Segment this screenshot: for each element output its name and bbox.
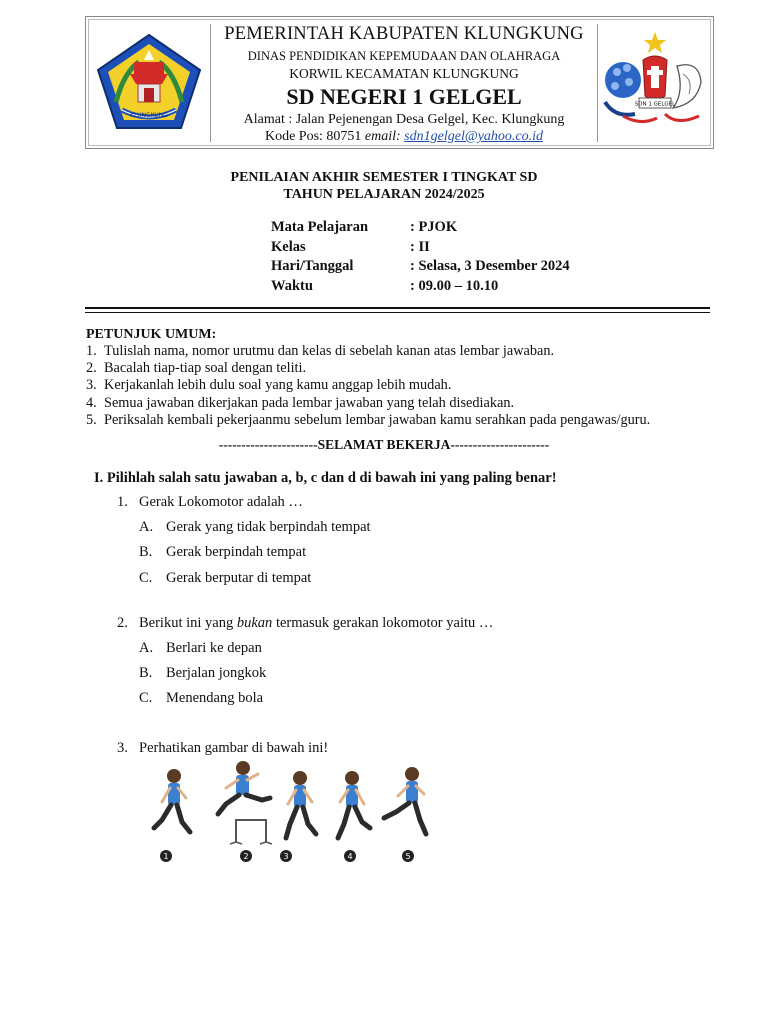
figure-3 [286,771,316,838]
exam-year: TAHUN PELAJARAN 2024/2025 [283,187,485,202]
instructions-title: PETUNJUK UMUM: [86,327,217,342]
school-emblem-logo [601,30,709,130]
greeting-line: ----------------------SELAMAT BEKERJA---------------------- [218,437,550,452]
svg-text:5: 5 [405,852,411,861]
header-rule-thin [85,312,710,313]
klungkung-emblem-logo [94,32,204,132]
info-value-date: : Selasa, 3 Desember 2024 [410,258,570,274]
step-badge [280,850,292,862]
step-badge [402,850,414,862]
school-address: Alamat : Jalan Pejenengan Desa Gelgel, Kec. Klungkung [243,112,565,127]
info-label-class: Kelas [271,239,306,255]
school-contact [212,129,596,145]
letterhead-government: PEMERINTAH KABUPATEN KLUNGKUNG [224,24,584,44]
letterhead-divider-right [597,24,598,142]
info-value-time: : 09.00 – 10.10 [410,278,499,294]
svg-text:1: 1 [163,852,169,861]
emphasis-word: bukan [236,615,273,631]
step-badge [344,850,356,862]
figure-2 [218,761,272,844]
letterhead-divider-left [210,24,211,142]
option-text: Gerak yang tidak berpindah tempat [166,519,371,535]
list-item: 2. Bacalah tiap-tiap soal dengan teliti. [86,360,307,377]
right-logo-text: SDN 1 GELGEL [634,101,676,108]
step-badge [240,850,252,862]
figure-1 [154,769,190,832]
header-rule-thick [85,307,710,309]
info-label-subject: Mata Pelajaran [271,219,369,235]
info-value-class: : II [410,239,430,255]
list-item: 4. Semua jawaban dikerjakan pada lembar jawaban yang telah disediakan. [86,394,515,411]
option-text: Menendang bola [166,690,264,706]
question-number: 2. [117,615,128,631]
option-letter: B. [139,665,153,681]
svg-text:4: 4 [347,852,353,861]
letterhead-district: KORWIL KECAMATAN KLUNGKUNG [289,66,519,81]
option-letter: C. [139,570,153,586]
option-text: Berjalan jongkok [166,665,267,681]
exam-title: PENILAIAN AKHIR SEMESTER I TINGKAT SD [230,170,538,185]
step-badge [160,850,172,862]
option-letter: B. [139,544,153,560]
list-item: 3. Kerjakanlah lebih dulu soal yang kamu anggap lebih mudah. [86,377,452,394]
question-text: Gerak Lokomotor adalah … [139,494,303,510]
school-email-link[interactable]: sdn1gelgel@yahoo.co.id [404,129,544,144]
school-name: SD NEGERI 1 GELGEL [286,84,522,109]
info-label-time: Waktu [271,278,313,294]
list-item: 1. Tulislah nama, nomor urutmu dan kelas di sebelah kanan atas lembar jawaban. [86,343,555,359]
question-text: Perhatikan gambar di bawah ini! [139,740,329,756]
svg-text:3: 3 [283,852,289,861]
info-value-subject: : PJOK [410,219,458,235]
letterhead-agency: DINAS PENDIDIKAN KEPEMUDAAN DAN OLAHRAGA [247,49,561,63]
svg-text:2: 2 [243,852,249,861]
figure-5 [384,767,426,834]
left-logo-text: KLUNGKUNG [130,112,168,119]
locomotor-sequence-illustration [140,758,440,864]
figure-4 [338,771,370,838]
postal-code: Kode Pos: 80751 [264,129,365,144]
question-number: 3. [117,740,128,756]
option-text: Gerak berputar di tempat [166,570,312,586]
section-title: I. Pilihlah salah satu jawaban a, b, c dan d di bawah ini yang paling benar! [94,470,557,486]
list-item: 5. Periksalah kembali pekerjaanmu sebelum lembar jawaban kamu serahkan pada pengawas/guru. [86,411,651,428]
option-letter: A. [139,640,154,656]
option-letter: A. [139,519,154,535]
question-number: 1. [117,494,128,510]
instructions-list [86,343,650,429]
option-text: Berlari ke depan [166,640,262,656]
email-label: email: [364,129,401,144]
info-label-date: Hari/Tanggal [271,258,354,274]
question-text: Berikut ini yang bukan termasuk gerakan lokomotor yaitu … [139,615,494,631]
option-text: Gerak berpindah tempat [166,544,307,560]
option-letter: C. [139,690,153,706]
